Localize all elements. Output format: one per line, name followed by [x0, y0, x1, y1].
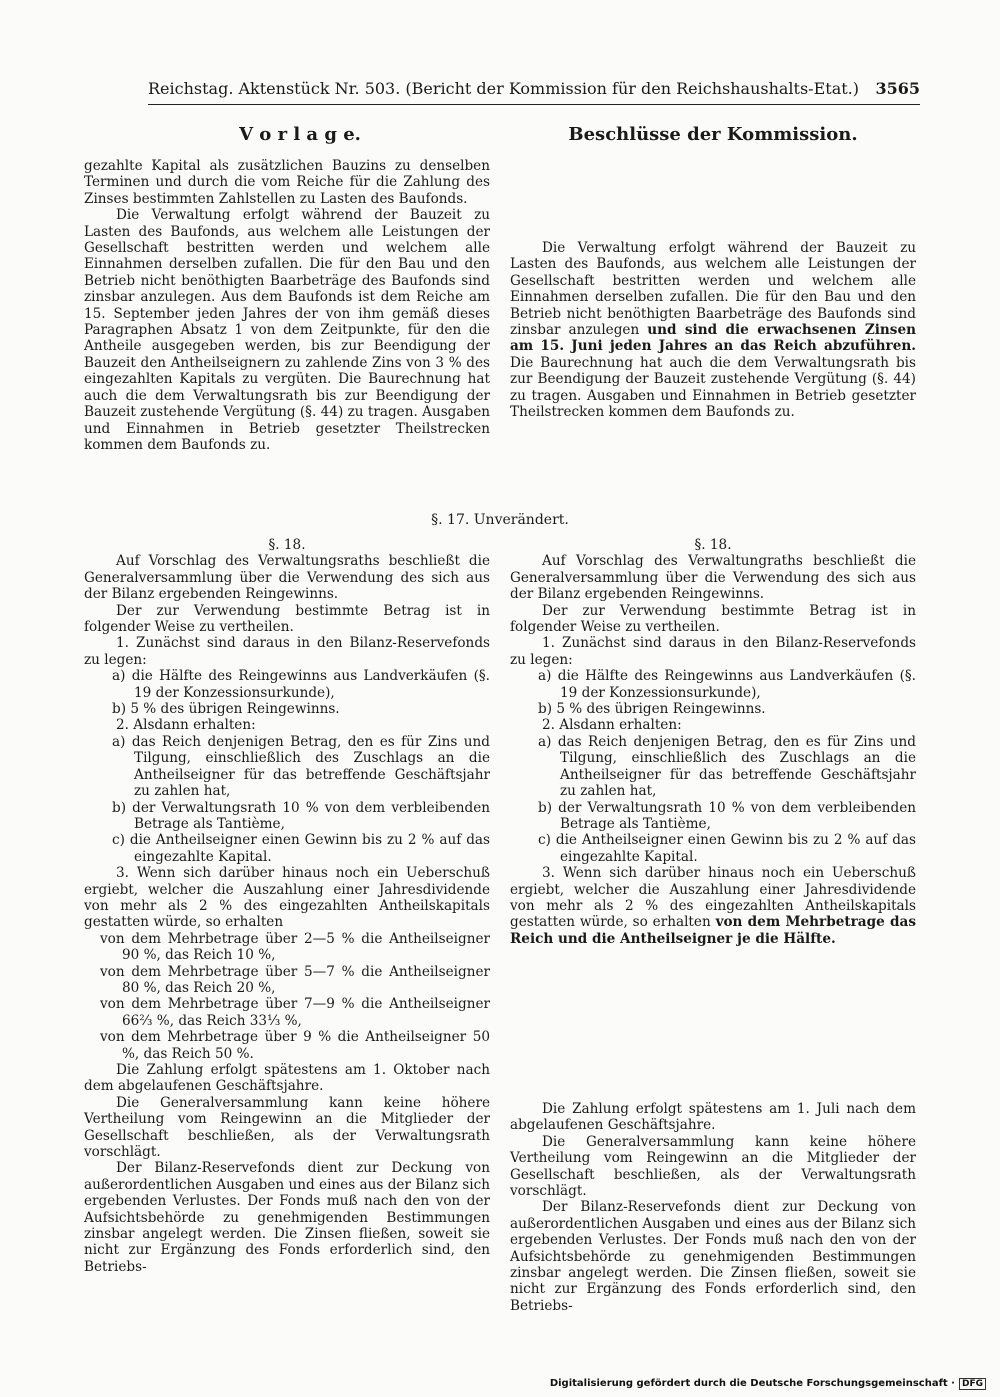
bold-amendment: von dem Mehrbetrage das Reich und die Antheilseigner je die Hälfte. — [510, 914, 916, 947]
running-header — [148, 78, 920, 105]
list-item: 1. Zunächst sind daraus in den Bilanz-Reservefonds zu legen: — [84, 635, 490, 668]
right-column-heading: Beschlüsse der Kommission. — [568, 124, 858, 145]
distribution-row: von dem Mehrbetrage über 7—9 % die Antheilseigner 66⅔ %, das Reich 33⅓ %, — [100, 996, 490, 1029]
list-item: b) 5 % des übrigen Reingewinns. — [112, 701, 340, 718]
left-bottom-text — [84, 537, 490, 1275]
list-item: a) das Reich denjenigen Betrag, den es für Zins und Tilgung, einschließlich des Zuschlags an die Antheilseigner für das betreffende Geschäftsjahr zu zahlen hat, — [112, 733, 490, 800]
right-top-text — [510, 240, 916, 420]
distribution-row: von dem Mehrbetrage über 5—7 % die Antheilseigner 80 %, das Reich 20 %, — [100, 963, 490, 996]
bold-amendment: und sind die erwachsenen Zinsen am 15. Juni jeden Jahres an das Reich abzuführen. — [510, 322, 916, 355]
paragraph-text: Die Verwaltung erfolgt während der Bauzeit zu Lasten des Baufonds, aus welchem alle Leistungen der Gesellschaft bestritten werden und welchem alle Einnahmen derselben zufallen. Die für den Bau und den Betrieb nicht benöthigten Baarbeträge des Baufonds sind zinsbar anzulegen — [510, 240, 916, 339]
list-item: b) der Verwaltungsrath 10 % von dem verbleibenden Betrage als Tantième, — [112, 799, 490, 832]
paragraph: Die Zahlung erfolgt spätestens am 1. Oktober nach dem abgelaufenen Geschäftsjahre. — [84, 1062, 490, 1095]
section-heading: §. 18. — [694, 537, 732, 553]
dfg-logo: DFG — [959, 1378, 986, 1390]
paragraph: Auf Vorschlag des Verwaltungsraths beschließt die Generalversammlung über die Verwendung des sich aus der Bilanz ergebenden Reingewinns. — [84, 553, 490, 603]
paragraph: Die Verwaltung erfolgt während der Bauzeit zu Lasten des Baufonds, aus welchem alle Leistungen der Gesellschaft bestritten werden und welchem alle Einnahmen derselben zufallen. Die für den Bau und den Betrieb nicht benöthigten Baarbeträge des Baufonds sind zinsbar anzulegen. Aus dem Baufonds ist dem Reiche am 15. September jeden Jahres der von ihm gemäß dieses Paragraphen Absatz 1 von dem Zeitpunkte, für den die Antheile ausgegeben werden, bis zur Beendigung der Bauzeit den Antheilseignern zu zahlende Zins von 3 % des eingezahlten Kapitals zu vergüten. Die Baurechnung hat auch die dem Verwaltungsrath bis zur Beendigung der Bauzeit zustehende Vergütung (§. 44) zu tragen. Ausgaben und Einnahmen in Betrieb gesetzter Theilstrecken kommen dem Baufonds zu. — [84, 207, 490, 453]
list-item: 3. Wenn sich darüber hinaus noch ein Ueberschuß ergiebt, welcher die Auszahlung einer Jahresdividende von mehr als 2 % des eingezahlten Antheilskapitals gestatten würde, so erhalten — [84, 865, 490, 931]
paragraph: Der zur Verwendung bestimmte Betrag ist in folgender Weise zu vertheilen. — [510, 602, 916, 636]
list-item: a) das Reich denjenigen Betrag, den es für Zins und Tilgung, einschließlich des Zuschlags an die Antheilseigner für das betreffende Geschäftsjahr zu zahlen hat, — [538, 733, 916, 800]
distribution-row: von dem Mehrbetrage über 2—5 % die Antheilseigner 90 %, das Reich 10 %, — [100, 930, 490, 964]
list-item: 1. Zunächst sind daraus in den Bilanz-Reservefonds zu legen: — [510, 635, 916, 668]
paragraph: Die Zahlung erfolgt spätestens am 1. Juli nach dem abgelaufenen Geschäftsjahre. — [510, 1101, 916, 1134]
digitization-footer — [550, 1378, 986, 1390]
page-number: 3565 — [875, 79, 920, 98]
right-bottom-text-continued — [510, 1101, 916, 1314]
paragraph: Der zur Verwendung bestimmte Betrag ist in folgender Weise zu vertheilen. — [84, 602, 490, 636]
section-17-note: §. 17. Unverändert. — [431, 512, 569, 528]
paragraph: Die Generalversammlung kann keine höhere Vertheilung vom Reingewinn an die Mitglieder der Gesellschaft beschließen, als der Verwaltungsrath vorschlägt. — [84, 1094, 490, 1161]
paragraph: Der Bilanz-Reservefonds dient zur Deckung von außerordentlichen Ausgaben und eines aus der Bilanz sich ergebenden Verlustes. Der Fonds muß nach den von der Aufsichtsbehörde zu genehmigenden Bestimmungen zinsbar angelegt werden. Die Zinsen fließen, soweit sie nicht zur Ergänzung des Fonds erforderlich sind, den Betriebs- — [84, 1160, 490, 1275]
section-heading: §. 18. — [268, 537, 306, 553]
distribution-row: von dem Mehrbetrage über 9 % die Antheilseigner 50 %, das Reich 50 %. — [100, 1029, 490, 1062]
paragraph — [510, 240, 916, 420]
paragraph: gezahlte Kapital als zusätzlichen Bauzins zu denselben Terminen und durch die vom Reiche für die Zahlung des Zinses bestimmten Zahlstellen zu Lasten des Baufonds. — [84, 158, 490, 207]
list-item: c) die Antheilseigner einen Gewinn bis zu 2 % auf das eingezahlte Kapital. — [538, 832, 916, 865]
list-item: b) 5 % des übrigen Reingewinns. — [538, 701, 766, 718]
paragraph: Die Generalversammlung kann keine höhere Vertheilung vom Reingewinn an die Mitglieder der Gesellschaft beschließen, als der Verwaltungsrath vorschlägt. — [510, 1133, 916, 1200]
paragraph-text: 3. Wenn sich darüber hinaus noch ein Ueberschuß ergiebt, welcher die Auszahlung einer Jahresdividende von mehr als 2 % des eingezahlten Antheilskapitals gestatten würde, so erhalten — [510, 865, 916, 931]
right-bottom-text — [510, 537, 916, 947]
list-item — [510, 865, 916, 947]
list-item: c) die Antheilseigner einen Gewinn bis zu 2 % auf das eingezahlte Kapital. — [112, 832, 490, 865]
list-item: a) die Hälfte des Reingewinns aus Landverkäufen (§. 19 der Konzessionsurkunde), — [538, 668, 916, 701]
paragraph: Auf Vorschlag des Verwaltungraths beschließt die Generalversammlung über die Verwendung des sich aus der Bilanz ergebenden Reingewinns. — [510, 553, 916, 603]
paragraph-text: Die Baurechnung hat auch die dem Verwaltungsrath bis zur Beendigung der Bauzeit zustehende Vergütung (§. 44) zu tragen. Ausgaben und Einnahmen in Betrieb gesetzter Theilstrecken kommen dem Baufonds zu. — [510, 354, 916, 421]
footer-text: Digitalisierung gefördert durch die Deutsche Forschungsgemeinschaft · — [549, 1378, 955, 1389]
header-title: Reichstag. Aktenstück Nr. 503. (Bericht der Kommission für den Reichshaushalts-Etat.) — [148, 79, 859, 98]
list-item: 2. Alsdann erhalten: — [542, 717, 682, 734]
list-item: 2. Alsdann erhalten: — [116, 717, 256, 734]
list-item: b) der Verwaltungsrath 10 % von dem verbleibenden Betrage als Tantième, — [538, 799, 916, 832]
left-column-heading: V o r l a g e. — [239, 124, 361, 145]
paragraph: Der Bilanz-Reservefonds dient zur Deckung von außerordentlichen Ausgaben und eines aus der Bilanz sich ergebenden Verlustes. Der Fonds muß nach den von der Aufsichtsbehörde zu genehmigenden Bestimmungen zinsbar angelegt werden. Die Zinsen fließen, soweit sie nicht zur Ergänzung des Fonds erforderlich sind, den Betriebs- — [510, 1199, 916, 1314]
left-top-text — [84, 158, 490, 453]
list-item: a) die Hälfte des Reingewinns aus Landverkäufen (§. 19 der Konzessionsurkunde), — [112, 668, 490, 701]
